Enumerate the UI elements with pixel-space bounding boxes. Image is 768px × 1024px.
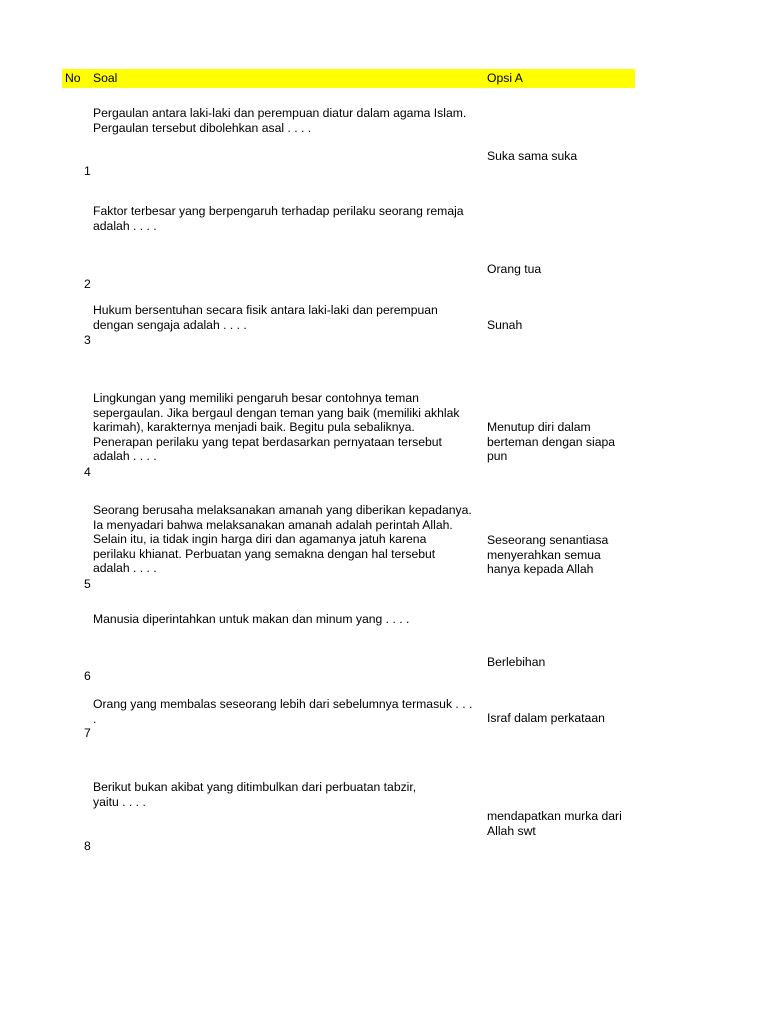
header-no: No xyxy=(65,71,81,85)
question-text: Seorang berusaha melaksanakan amanah yang diberikan kepadanya. Ia menyadari bahwa melaksanakan amanah adalah perintah Allah. Selain itu, ia tidak ingin harga diri dan agamanya jatuh karena perilaku khianat. Perbuatan yang semakna dengan hal tersebut adalah . . . . xyxy=(93,503,472,576)
question-number: 5 xyxy=(84,577,91,591)
question-text: Berikut bukan akibat yang ditimbulkan dari perbuatan tabzir, yaitu . . . . xyxy=(93,780,417,809)
option-a-text: Menutup diri dalam berteman dengan siapa pun xyxy=(487,420,616,464)
question-number: 4 xyxy=(84,465,91,479)
question-number: 6 xyxy=(84,669,91,683)
header-row xyxy=(62,69,635,88)
question-number: 2 xyxy=(84,277,91,291)
option-a-text: Berlebihan xyxy=(487,655,546,669)
question-text: Pergaulan antara laki-laki dan perempuan diatur dalam agama Islam. Pergaulan tersebut dibolehkan asal . . . . xyxy=(93,106,467,135)
question-number: 7 xyxy=(84,726,91,740)
question-text: Lingkungan yang memiliki pengaruh besar contohnya teman sepergaulan. Jika bergaul dengan teman yang baik (memiliki akhlak karimah), karakternya menjadi baik. Begitu pula sebaliknya. Penerapan perilaku yang tepat berdasarkan pernyataan tersebut adalah . . . . xyxy=(93,391,460,464)
option-a-text: Israf dalam perkataan xyxy=(487,711,605,725)
option-a-text: mendapatkan murka dari Allah swt xyxy=(487,809,622,838)
question-number: 3 xyxy=(84,333,91,347)
question-text: Orang yang membalas seseorang lebih dari sebelumnya termasuk . . . . xyxy=(93,697,473,726)
question-number: 8 xyxy=(84,839,91,853)
question-text: Manusia diperintahkan untuk makan dan minum yang . . . . xyxy=(93,612,410,626)
option-a-text: Suka sama suka xyxy=(487,149,578,163)
option-a-text: Sunah xyxy=(487,318,523,332)
option-a-text: Seseorang senantiasa menyerahkan semua hanya kepada Allah xyxy=(487,533,609,577)
header-soal: Soal xyxy=(93,71,118,85)
question-text: Hukum bersentuhan secara fisik antara laki-laki dan perempuan dengan sengaja adalah . . . . xyxy=(93,303,438,332)
header-opsi-a: Opsi A xyxy=(487,71,523,85)
question-number: 1 xyxy=(84,164,91,178)
question-text: Faktor terbesar yang berpengaruh terhadap perilaku seorang remaja adalah . . . . xyxy=(93,204,464,233)
option-a-text: Orang tua xyxy=(487,262,542,276)
